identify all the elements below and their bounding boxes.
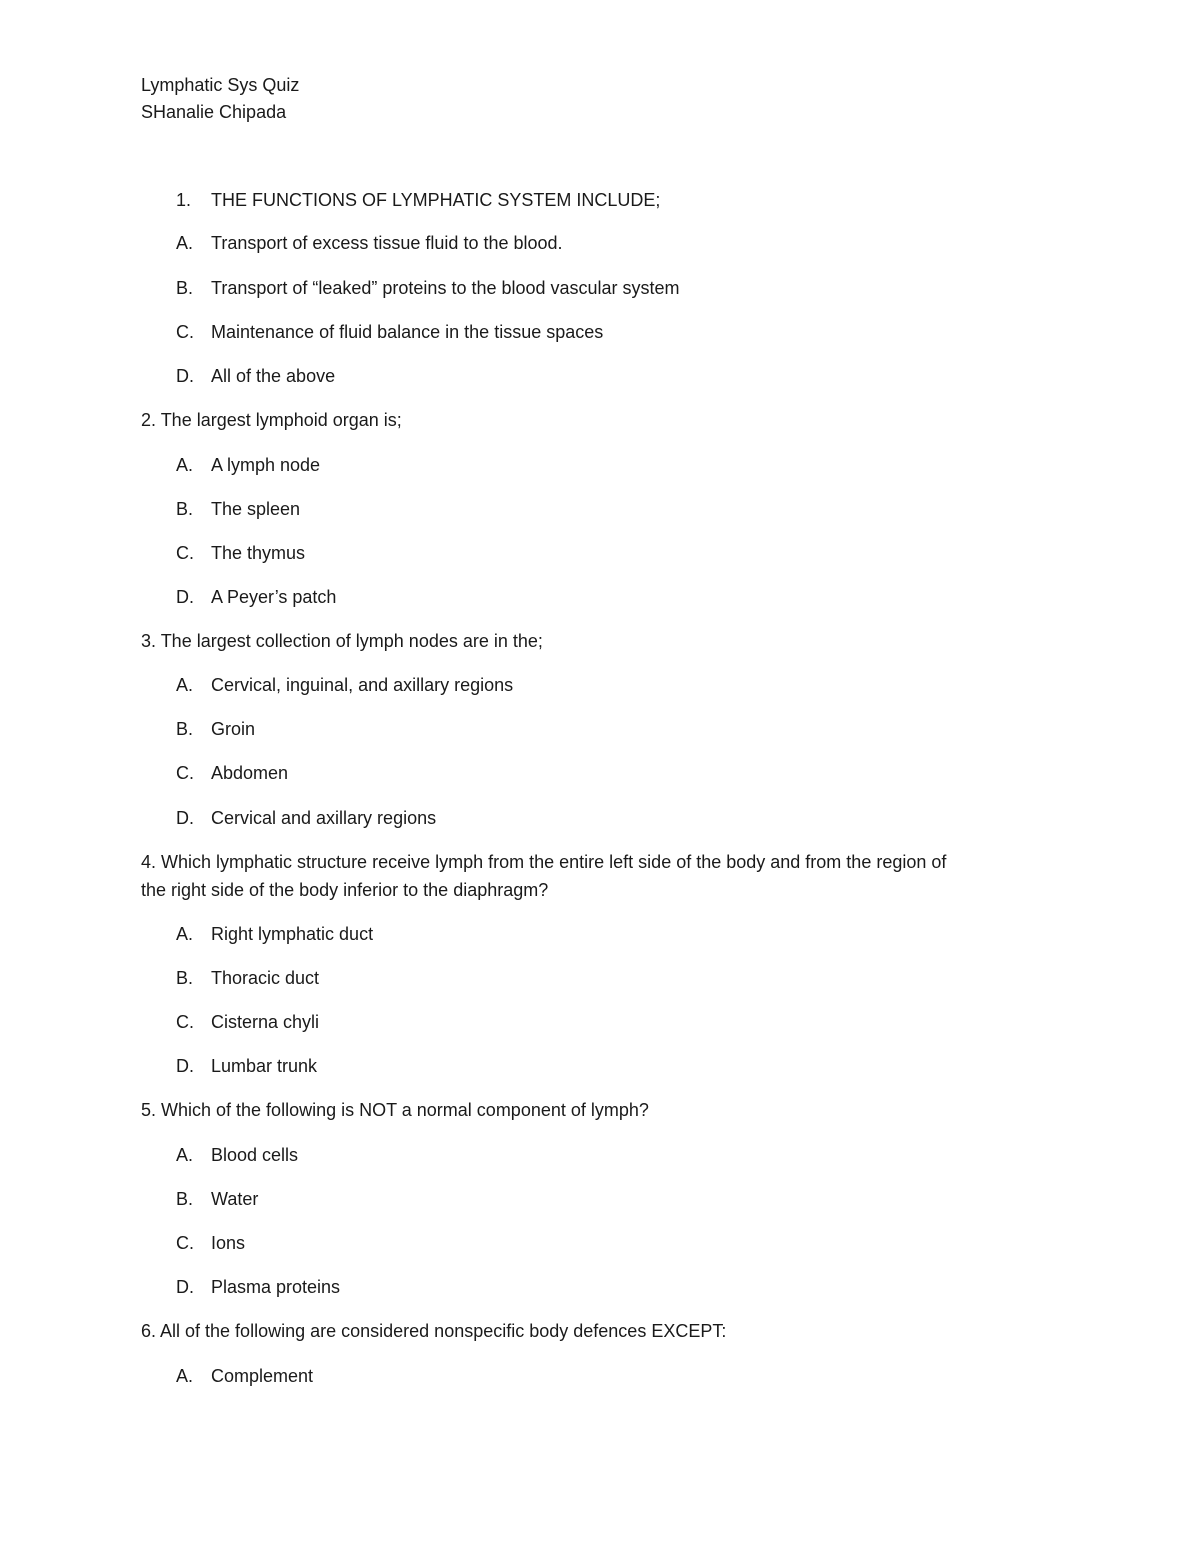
question-1-text: THE FUNCTIONS OF LYMPHATIC SYSTEM INCLUDE; bbox=[211, 190, 661, 210]
option-text: Complement bbox=[211, 1366, 314, 1386]
question-3-text: 3. The largest collection of lymph nodes are in the; bbox=[141, 631, 543, 651]
option-letter: A. bbox=[176, 924, 194, 944]
option-text: Blood cells bbox=[211, 1145, 299, 1165]
option-letter: A. bbox=[176, 1145, 194, 1165]
option-letter: D. bbox=[176, 1056, 194, 1076]
option-letter: B. bbox=[176, 278, 194, 298]
option-text: Lumbar trunk bbox=[211, 1056, 318, 1076]
option-text: Water bbox=[211, 1189, 259, 1209]
option-letter: B. bbox=[176, 499, 194, 519]
option-text: Cisterna chyli bbox=[211, 1012, 320, 1032]
option-letter: A. bbox=[176, 675, 194, 695]
option-text: Thoracic duct bbox=[211, 968, 320, 988]
question-2-text: 2. The largest lymphoid organ is; bbox=[141, 410, 402, 430]
option-text: The spleen bbox=[211, 499, 301, 519]
option-letter: D. bbox=[176, 808, 194, 828]
option-letter: B. bbox=[176, 719, 194, 739]
option-text: Transport of excess tissue fluid to the blood. bbox=[211, 233, 563, 253]
option-text: Maintenance of fluid balance in the tissue spaces bbox=[211, 322, 604, 342]
option-text: Abdomen bbox=[211, 763, 289, 783]
question-4-text: 4. Which lymphatic structure receive lymph from the entire left side of the body and from the region of bbox=[141, 852, 947, 872]
option-text: The thymus bbox=[211, 543, 306, 563]
option-letter: D. bbox=[176, 1277, 194, 1297]
question-5-text: 5. Which of the following is NOT a normal component of lymph? bbox=[141, 1100, 649, 1120]
option-text: Transport of “leaked” proteins to the blood vascular system bbox=[211, 278, 680, 298]
option-letter: C. bbox=[176, 1012, 194, 1032]
option-letter: A. bbox=[176, 455, 194, 475]
option-letter: B. bbox=[176, 968, 194, 988]
option-text: Plasma proteins bbox=[211, 1277, 341, 1297]
option-text: Ions bbox=[211, 1233, 246, 1253]
option-letter: C. bbox=[176, 543, 194, 563]
option-letter: B. bbox=[176, 1189, 194, 1209]
question-4-text-continued: the right side of the body inferior to the diaphragm? bbox=[141, 880, 549, 900]
question-1-number: 1. bbox=[176, 190, 192, 210]
option-text: All of the above bbox=[211, 366, 336, 386]
option-text: Cervical, inguinal, and axillary regions bbox=[211, 675, 514, 695]
question-6-text: 6. All of the following are considered nonspecific body defences EXCEPT: bbox=[141, 1321, 727, 1341]
author-name: SHanalie Chipada bbox=[141, 102, 287, 122]
option-letter: D. bbox=[176, 366, 194, 386]
option-text: Right lymphatic duct bbox=[211, 924, 374, 944]
option-letter: A. bbox=[176, 1366, 194, 1386]
option-letter: C. bbox=[176, 1233, 194, 1253]
option-letter: C. bbox=[176, 322, 194, 342]
option-text: Groin bbox=[211, 719, 256, 739]
option-text: Cervical and axillary regions bbox=[211, 808, 437, 828]
option-letter: A. bbox=[176, 233, 194, 253]
option-letter: C. bbox=[176, 763, 194, 783]
option-letter: D. bbox=[176, 587, 194, 607]
option-text: A lymph node bbox=[211, 455, 321, 475]
option-text: A Peyer’s patch bbox=[211, 587, 337, 607]
document-title: Lymphatic Sys Quiz bbox=[141, 75, 300, 95]
